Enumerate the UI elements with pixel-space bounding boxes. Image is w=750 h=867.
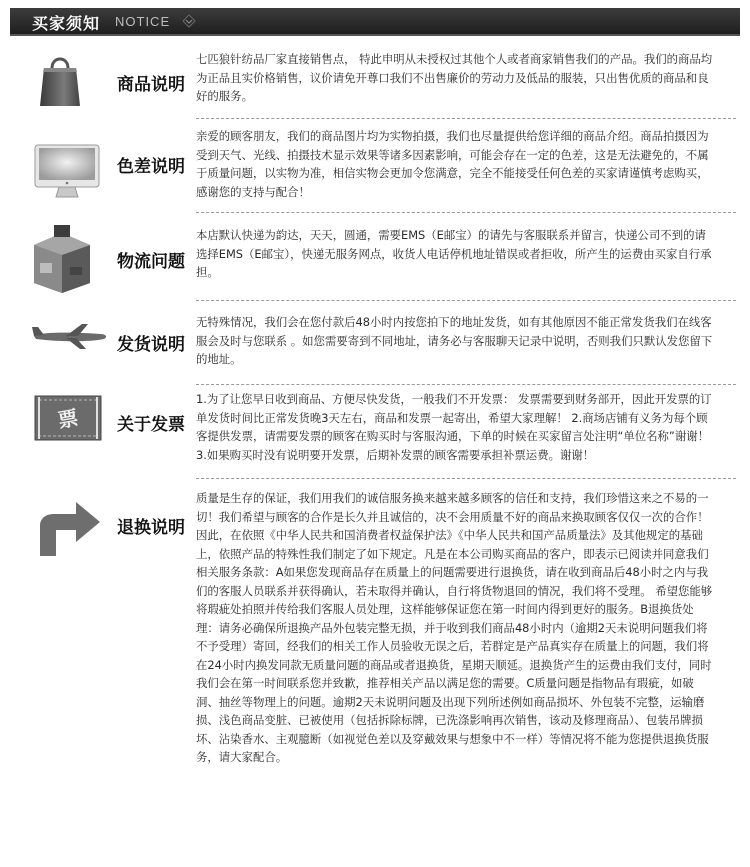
svg-text:票: 票 xyxy=(56,405,80,433)
section-label: 物流问题 xyxy=(117,252,185,272)
section-text: 七匹狼针纺品厂家直接销售点， 特此申明从未授权过其他个人或者商家销售我们的产品。我们的商品均为正品且实价格销售，议价请免开尊口我们不出售廉价的劳动力及低品的服装，只出售优质的商品和良好的服务。 xyxy=(196,52,713,103)
computer-monitor-icon xyxy=(33,143,101,199)
divider xyxy=(196,118,736,119)
shipping-box-icon xyxy=(30,223,94,295)
section-text: 亲爱的顾客朋友，我们的商品图片均为实物拍摄，我们也尽量提供给您详细的商品介绍。商品拍摄因为受到天气、光线、拍摄技术显示效果等诸多因素影响，可能会存在一定的色差，这是无法避免的，不属于质量问题，以实物为准，相信实物会更加令您满意，完全不能接受任何色差的买家请谨慎考虑购买，感谢您的支持与配合！ xyxy=(196,129,709,199)
header-title: 买家须知 xyxy=(32,14,101,33)
header-subtitle: NOTICE xyxy=(115,14,171,29)
divider xyxy=(196,384,736,385)
section-label: 商品说明 xyxy=(117,75,185,95)
section-label: 色差说明 xyxy=(117,157,185,177)
airplane-icon xyxy=(30,322,110,350)
section-label: 关于发票 xyxy=(117,415,185,435)
divider xyxy=(196,212,736,213)
divider xyxy=(196,300,736,301)
section-text: 质量是生存的保证，我们用我们的诚信服务换来越来越多顾客的信任和支持，我们珍惜这来之不易的一切！我们希望与顾客的合作是长久并且诚信的，决不会用质量不好的商品来换取顾客仅仅一次的合作！因此，在依照《中华人民共和国消费者权益保护法》《中华人民共和国产品质量法》及其他规定的基础上，依照产品的特殊性我们制定了如下规定。凡是在本公司购买商品的客户，即表示已阅读并同意我们相关服务条款：A如果您发现商品存在质量上的问题需要进行退换货，请在收到商品后48小时之内与我们的客服人员联系并获得确认，若未取得并确认，自行将货物退回的情况，我们将不受理。 希望您能够将瑕疵处拍照并传给我们客服人员处理，这样能够保证您在第一时间内得到更好的服务。B退换货处理：请务必确保所退换产品外包装完整无损，并于收到我们商品48小时内（逾期2天未说明问题我们将不予受理）寄回，经我们的相关工作人员验收无误之后，若群定是产品真实存在质量上的问题，我们将在24小时内换发同款无质量问题的商品或者退换货，星期天顺延。退换货产生的运费由我们支付，同时我们会在第一时间联系您并致歉，推荐相关产品以满足您的需要。C质量问题是指物品有瑕疵，如破洞、抽丝等物理上的问题。逾期2天未说明问题及出现下列所述例如商品损坏、外包装不完整，运输磨损、浅色商品变脏、已被使用（包括拆除标牌，已洗涤影响再次销售，该动及修理商品）、包装吊牌损坏、沾染香水、主观臆断（如视觉色差以及穿戴效果与想象中不一样）等情况将不能为您提供退换货服务，请大家配合。 xyxy=(196,491,713,764)
section-label: 退换说明 xyxy=(117,518,185,538)
section-text: 无特殊情况，我们会在您付款后48小时内按您拍下的地址发货，如有其他原因不能正常发货我们在线客服会及时与您联系 。如您需要寄到不同地址，请务必与客服聊天记录中说明，否则我们只默认发您留下的地址。 xyxy=(196,315,713,366)
notice-header-bar xyxy=(10,8,740,36)
diamond-icon xyxy=(182,14,196,28)
section-text: 1.为了让您早日收到商品、方便尽快发货，一般我们不开发票： 发票需要到财务部开，因此开发票的订单发货时间比正常发货晚3天左右，商品和发票一起寄出，希望大家理解！ 2.商场店铺有义务为每个顾客提供发票，请需要发票的顾客在购买时与客服沟通，下单的时候在买家留言处注明“单位名称”谢谢！3.如果购买时没有说明要开发票，后期补发票的顾客需要承担补票运费。谢谢！ xyxy=(196,392,712,462)
invoice-ticket-icon xyxy=(34,395,102,441)
divider xyxy=(196,478,736,479)
section-text: 本店默认快递为韵达，天天，圆通，需要EMS（E邮宝）的请先与客服联系并留言，快递公司不到的请选择EMS（E邮宝），快递无服务网点，收货人电话停机地址错误或者拒收，所产生的运费由买家自行承担。 xyxy=(196,228,712,279)
return-arrow-icon xyxy=(34,498,102,558)
section-label: 发货说明 xyxy=(117,335,185,355)
shopping-bag-icon xyxy=(38,52,82,108)
